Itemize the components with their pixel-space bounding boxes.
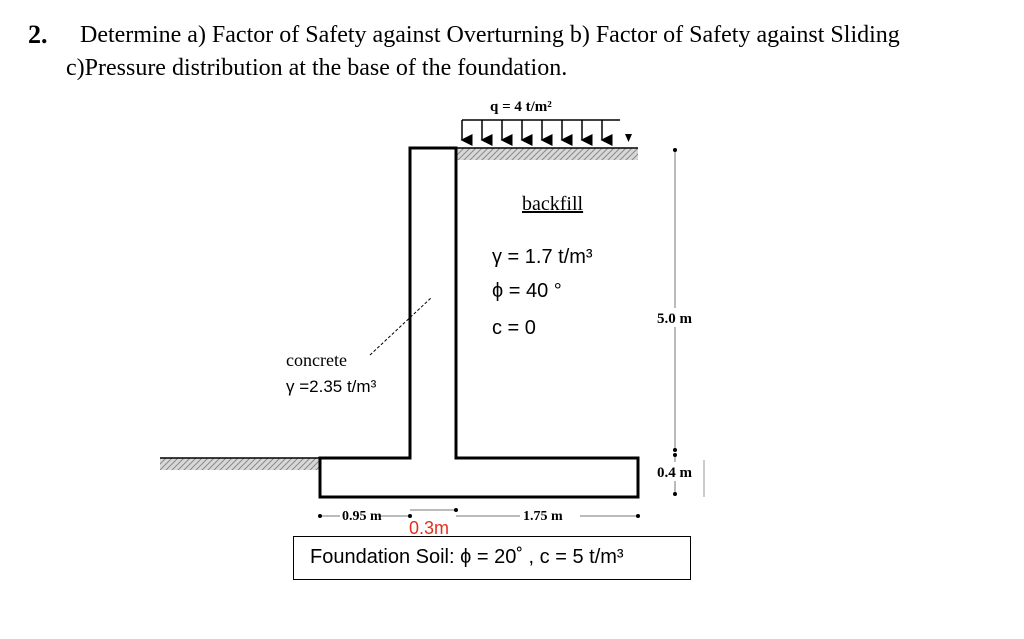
base-thickness-tick-top xyxy=(673,453,677,457)
concrete-label: concrete xyxy=(286,350,347,370)
backfill-label: backfill xyxy=(522,193,584,215)
question-line-1: Determine a) Factor of Safety against Overturning b) Factor of Safety against Sliding xyxy=(80,22,900,48)
heel-dimension-tick-right xyxy=(636,514,640,518)
backfill-phi: ϕ = 40 ° xyxy=(492,280,562,302)
surcharge-label: q = 4 t/m² xyxy=(490,99,552,115)
toe-dimension-tick-left xyxy=(318,514,322,518)
stem-dimension-tick xyxy=(454,508,458,512)
backfill-gamma: γ = 1.7 t/m³ xyxy=(492,246,593,268)
surcharge-arrows xyxy=(462,120,632,142)
backfill-cohesion: c = 0 xyxy=(492,317,536,339)
question-line-2: c)Pressure distribution at the base of the foundation. xyxy=(66,55,568,81)
wall-height-label: 5.0 m xyxy=(657,311,692,327)
height-dimension-tick-top xyxy=(673,148,677,152)
ground-level-marker xyxy=(625,134,632,142)
concrete-gamma: γ =2.35 t/m³ xyxy=(286,377,377,396)
foundation-soil-label: Foundation Soil: ϕ = 20˚ , c = 5 t/m³ xyxy=(310,546,624,568)
toe-width-label: 0.95 m xyxy=(342,509,382,524)
backfill-surface-hatch xyxy=(456,148,638,160)
height-dimension-tick-bottom xyxy=(673,448,677,452)
foundation-soil-box xyxy=(293,536,691,580)
question-number: 2. xyxy=(28,20,48,49)
base-thickness-tick-bottom xyxy=(673,492,677,496)
retaining-wall-outline xyxy=(320,148,638,497)
heel-width-label: 1.75 m xyxy=(523,509,563,524)
stem-width-label: 0.3m xyxy=(409,518,450,538)
base-thickness-label: 0.4 m xyxy=(657,465,692,481)
front-ground-hatch xyxy=(160,458,320,470)
